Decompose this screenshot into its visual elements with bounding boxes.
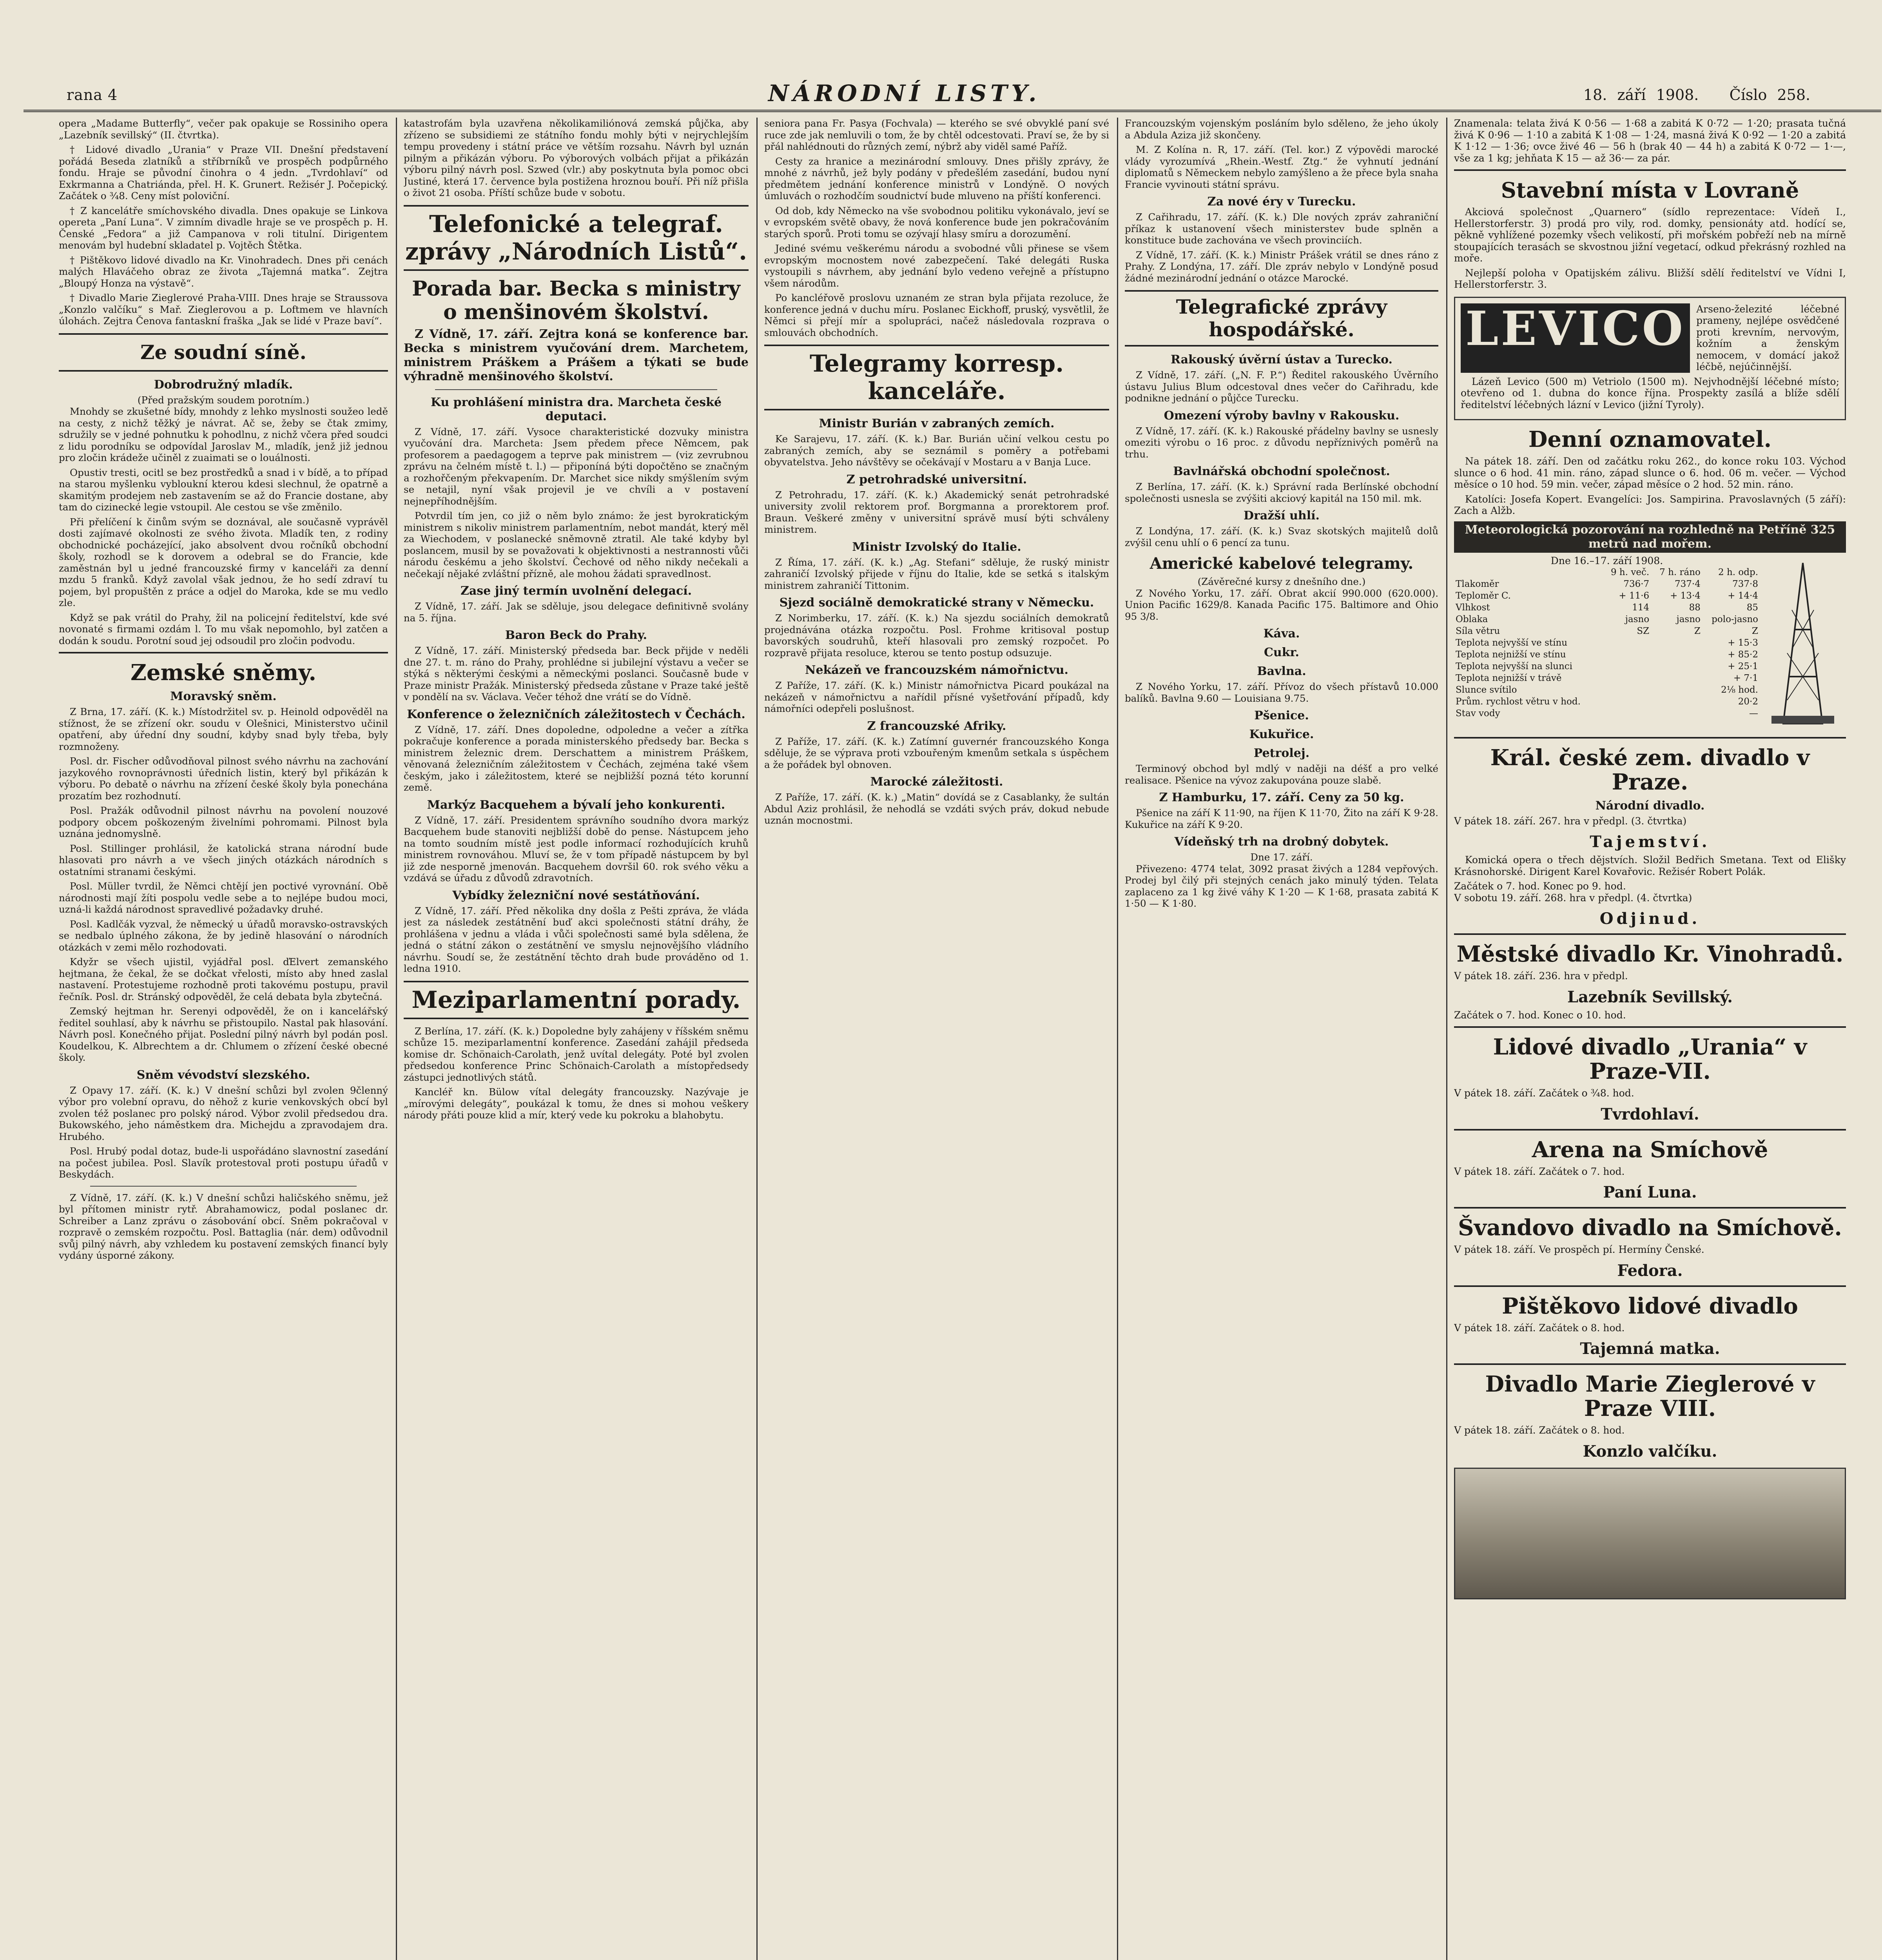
- divider: [59, 652, 388, 653]
- article-text: M. Z Kolína n. R, 17. září. (Tel. kor.) Z výpovědi marocké vlády vyrozumívá „Rhein.-Westf. Ztg.“ že vyhnutí jednání diplomatů s Německem nebylo zamýšleno a že přece byla snaha Francie vyvinouti státní správu.: [1125, 144, 1438, 190]
- article-text: Když se pak vrátil do Prahy, žil na policejní ředitelství, kde své novonaté s firmami ozdám l. To mu však nepomohlo, byl zatčen a dodán k soudu. Porotní soud jej odsoudil pro zločin podvodu.: [59, 612, 388, 646]
- levico-logo: LEVICO: [1461, 303, 1690, 373]
- section-heading: Meziparlamentní porady.: [404, 981, 749, 1019]
- article-text: Posl. Kadlčák vyzval, že německý u úřadů moravsko-ostravských se nedbalo úplného zákona, že by jedině hlasování o národních otázkách v zemi mělo rozhodovati.: [59, 918, 388, 953]
- article-text: Po kancléřově proslovu uznaném ze stran byla přijata rezoluce, že konference jedná v duchu míru. Poslanec Eickhoff, pruský, vysvětlil, že Němci si přejí mír a spolupráci, načež následovala rozprava o smlouvách obchodních.: [764, 292, 1109, 338]
- article-text: seniora pana Fr. Pasya (Fochvala) — kterého se své obvyklé paní své ruce zde jak nemluvili o tom, že by chtěl odcestovati. Praví se, že by si přál nahlédnouti do různých zemí, nýbrž aby viděl samé Paříž.: [764, 118, 1109, 152]
- article-text: Mnohdy se zkušetné bídy, mnohdy z lehko myslnosti soužeo ledě na cesty, z nichž těžký je návrat. Ač se, žeby se čtak zmimy, sdružily se v jedné pohnutku k pohodlnu, z nichž včera před soudci z lidu porodníku se odpovídal Jaroslav M., mladík, jenž již jednou pro zločin krádeže učiněl z zuaimati se o louálnosti.: [59, 406, 388, 463]
- article-text: Katolíci: Josefa Kopert. Evangelíci: Jos. Sampirina. Pravoslavných (5 září): Zach a Alžb.: [1454, 493, 1846, 516]
- column-2: [404, 118, 749, 1960]
- play-title: Paní Luna.: [1603, 1183, 1697, 1201]
- column-3: [764, 118, 1109, 1960]
- table-header: 7 h. ráno: [1659, 567, 1701, 577]
- program-line: V sobotu 19. září. 268. hra v předpl. (4. čtvrtka): [1454, 892, 1692, 904]
- section-heading: Telefonické a telegraf. zprávy „Národních Listů“.: [404, 205, 749, 271]
- header-date: 18. září 1908. Číslo 258.: [1583, 86, 1811, 103]
- article-text: Z Paříže, 17. září. (K. k.) Zatímní guvernér francouzského Konga sděluje, že se výprava proti vzbouřeným kmenům setkala s úspěchem a že pořádek byl obnoven.: [764, 735, 1109, 770]
- article-title: Kukuřice.: [1249, 728, 1314, 741]
- article-title: Pšenice.: [1254, 709, 1309, 722]
- column-rule: [756, 118, 758, 1960]
- article-text: Z Londýna, 17. září. (K. k.) Svaz skotských majitelů dolů zvýšil cenu uhlí o 6 pencí za tunu.: [1125, 525, 1438, 548]
- play-title: Tajemství.: [1590, 833, 1710, 851]
- article-text: Z Opavy 17. září. (K. k.) V dnešní schůzi byl zvolen 9členný výbor pro volební opravu, do něhož z kurie venkovských obcí byl zvolen též poslanec pro polský národ. Výbor zvolil předsedou dra. Bukowského, jeho náměstkem dra. Michejdu a zpravodajem dra. Hrubého.: [59, 1084, 388, 1142]
- article-title: Sjezd sociálně demokratické strany v Německu.: [779, 596, 1094, 610]
- divider: [1454, 737, 1846, 739]
- divider: [1454, 169, 1846, 171]
- article-text: Z Berlína, 17. září. (K. k.) Správní rada Berlínské obchodní společnosti usnesla se zvýšiti akciový kapitál na 150 mil. mk.: [1125, 481, 1438, 504]
- table-row: Teplota nejnižší v trávě + 7·1: [1456, 673, 1758, 683]
- table-row: Stav vody —: [1456, 708, 1758, 719]
- play-title: Konzlo valčíku.: [1583, 1442, 1717, 1461]
- article-title: Americké kabelové telegramy.: [1150, 554, 1414, 573]
- article-text: Potvrdil tím jen, co již o něm bylo známo: že jest byrokratickým ministrem s nikoliv ministrem parlamentním, nebot mandát, který měl za Wiechodem, v poslanecké sněmovně ztratil. Ale také kdyby byl poslancem, musil by se považovati k objektivnosti a nestrannosti vůči národu českému a jeho školství. Čechové od něho nikdy nečekali a nečekají nějaké zvláštní přízně, ale mohou žádati spravedlnost.: [404, 510, 749, 579]
- column-rule: [1117, 118, 1118, 1960]
- article-title: Marocké záležitosti.: [870, 775, 1003, 789]
- article-text: Pšenice na září K 11·90, na říjen K 11·70, Žito na září K 9·28. Kukuřice na září K 9·20.: [1125, 807, 1438, 830]
- program-line: V pátek 18. září. 236. hra v předpl.: [1454, 970, 1628, 982]
- table-row: Slunce svítilo 2⅛ hod.: [1456, 685, 1758, 695]
- program-line: Začátek o 7. hod. Konec po 9. hod.: [1454, 880, 1626, 892]
- article-subtitle: (Závěrečné kursy z dnešního dne.): [1197, 576, 1366, 587]
- article-text: Z Vídně, 17. září. Dnes dopoledne, odpoledne a večer a zítřka pokračuje konference a porada ministerského předsedy bar. Becka s ministrem železnic drem. Derschattem a ministrem Práškem, věnovaná železničním záležitostem v Čechách, zejména také všem českým, jako i záležitostem, které se nejbližší pozná této korunní země.: [404, 724, 749, 793]
- column-5: [1454, 118, 1846, 1960]
- ad-text: Lázeň Levico (500 m) Vetriolo (1500 m). Nejvhodnější léčebné místo; otevřeno od 1. dubna do konce října. Prospekty zasílá a blíže sdělí ředitelství léčebných lázní v Levico (jižní Tyroly).: [1461, 376, 1839, 410]
- section-heading: Denní oznamovatel.: [1528, 426, 1772, 452]
- play-title: Tajemná matka.: [1580, 1339, 1720, 1358]
- table-row: Teploměr C. + 11·6 + 13·4 + 14·4: [1456, 591, 1758, 601]
- theatre-heading: Divadlo Marie Zieglerové v Praze VIII.: [1485, 1371, 1815, 1421]
- article-text: Kancléř kn. Bülow vítal delegáty francouzsky. Nazývaje je „mírovými delegáty“, poukázal k tomu, že dnes si mohou veškery národy přáti pouze klid a mír, který vede ku pokroku a blahobytu.: [404, 1086, 749, 1121]
- section-heading: Zemské sněmy.: [131, 660, 316, 686]
- section-heading: Telegramy korresp. kanceláře.: [764, 345, 1109, 410]
- article-text: Od dob, kdy Německo na vše svobodnou politiku vykonávalo, jeví se v evropském světě obavy, že nová konference bude jen pokračováním starých sporů. Proti tomu se ozývají hlasy smíru a dorozumění.: [764, 205, 1109, 240]
- theatre-heading: Městské divadlo Kr. Vinohradů.: [1456, 941, 1844, 967]
- article-title: Vybídky železniční nové sestátňování.: [452, 888, 700, 902]
- program-line: V pátek 18. září. Ve prospěch pí. Hermíny Čenské.: [1454, 1244, 1704, 1255]
- ad-text: Arseno-železité léčebné prameny, nejlépe osvědčené proti krevním, nervovým, kožním a ženským nemocem, v domácí jakož léčbě, nejúčinnější.: [1696, 303, 1839, 372]
- section-heading: Ze soudní síně.: [59, 333, 388, 372]
- column-rule: [396, 118, 397, 1960]
- divider: [1454, 1207, 1846, 1209]
- section-heading: Meteorologická pozorování na rozhledně na Petříně 325 metrů nad mořem.: [1454, 521, 1846, 553]
- table-row: Prům. rychlost větru v hod. 20·2: [1456, 697, 1758, 707]
- divider: [1454, 1285, 1846, 1287]
- article-text: katastrofám byla uzavřena několikamiliónová zemská půjčka, aby zřízeno se subsidiemi ze státního fondu mohly býti v nejrychlejším tempu provedeny i státní práce ve větším rozsahu. Návrh byl uznán pilným a přikázán výboru. Po výborových volbách přijat a přikázán výboru pilný návrh posl. Szwed (vlr.) aby poskytnuta byla pomoc obci Justiné, která 17. července byla postižena hroznou bouří. Při níž přišla o život 21 osoba. Příští schůze bude v sobotu.: [404, 118, 749, 198]
- article-text: Francouzským vojenským posláním bylo sděleno, že jeho úkoly a Abdula Aziza již skončeny.: [1125, 118, 1438, 141]
- article-title: Cukr.: [1264, 646, 1299, 659]
- article-text: Z Petrohradu, 17. září. (K. k.) Akademický senát petrohradské university zvolil rektorem prof. Borgmanna a prorektorem prof. Braun. Veškeré změny v universitní správě musí býti schváleny ministrem.: [764, 489, 1109, 535]
- article-text: † Divadlo Marie Zieglerové Praha-VIII. Dnes hraje se Straussova „Konzlo valčíku“ s Mař. Zieglerovou a p. Loftmem ve hlavních úlohách. Zejtra Čenova fantaskní fraška „Jak se lidé v Praze baví“.: [59, 292, 388, 327]
- article-title: Z petrohradské universitní.: [846, 472, 1027, 486]
- article-text: † Pištěkovo lidové divadlo na Kr. Vinohradech. Dnes při cenách malých Hlaváčeho obraz ze života „Tajemná matka“. Zejtra „Bloupý Honza na výstavě“.: [59, 254, 388, 289]
- play-title: Tvrdohlaví.: [1601, 1105, 1699, 1123]
- program-line: V pátek 18. září. Začátek o ¾8. hod.: [1454, 1087, 1634, 1099]
- divider: [90, 1186, 357, 1187]
- table-row: Vlhkost 114 88 85: [1456, 603, 1758, 613]
- article-text: Z Vídně, 17. září. (K. k.) V dnešní schůzi haličského sněmu, jež byl přítomen ministr rytř. Abrahamowicz, podal poslanec dr. Schreiber a Lanz zprávu o zásobování obcí. Sněm pokračoval v rozpravě o zemském rozpočtu. Posl. Battaglia (nár. dem) odůvodnil svůj pilný návrh, aby vzhledem ku postavení zemských financí byly vydány úsporné zákony.: [59, 1192, 388, 1261]
- article-title: Z Hamburku, 17. září. Ceny za 50 kg.: [1159, 791, 1404, 804]
- article-title: Dobrodružný mladík.: [154, 377, 293, 392]
- petrin-tower-illustration: [1760, 559, 1846, 728]
- article-title: Bavlnářská obchodní společnost.: [1173, 465, 1390, 478]
- article-title: Sněm vévodství slezského.: [136, 1068, 310, 1082]
- article-title: Z francouzské Afriky.: [867, 719, 1006, 733]
- theatre-subheading: Národní divadlo.: [1595, 799, 1705, 813]
- article-text: † Lidové divadlo „Urania“ v Praze VII. Dnešní představení pořádá Beseda zlatníků a stříbrníků ve prospěch podpůrného fondu. Hraje se původní činohra o 4 jedn. „Tvrdohlaví“ od Exkrmanna a Chatriánda, přel. H. K. Grunert. Režisér J. Počepický. Začátek o ¾8. Ceny míst poloviční.: [59, 144, 388, 201]
- article-lead: Z Vídně, 17. září. Zejtra koná se konference bar. Becka s ministrem vyučování drem. Marchetem, ministrem Práškem a Prášem a týkati se bude výhradně menšinového školství.: [404, 327, 749, 383]
- theatre-heading: Švandovo divadlo na Smíchově.: [1458, 1215, 1842, 1241]
- column-4: [1125, 118, 1438, 1960]
- article-text: Z Norimberku, 17. září. (K. k.) Na sjezdu sociálních demokratů projednávána otázka rozpočtu. Posl. Frohme kritisoval postup bavorských soudruhů, kteří hlasovali pro zemský rozpočet. Po rozpravě přijata resoluce, kterou se tento postup odsuzuje.: [764, 612, 1109, 659]
- table-header: 2 h. odp.: [1718, 567, 1758, 577]
- article-text: Jediné svému veškerému národu a svobodné vůli přinese se všem evropským mocnostem nové zabezpečení. Také delegáti Ruska vystoupili s návrhem, aby jednání bylo vedeno veřejně a přístupno všem národům.: [764, 243, 1109, 289]
- divider: [1454, 1129, 1846, 1131]
- table-row: Teplota nejvyšší ve stínu + 15·3: [1456, 638, 1758, 648]
- levico-ad: [1454, 297, 1846, 421]
- article-title: Ministr Burián v zabraných zemích.: [819, 417, 1055, 430]
- article-title: Omezení výroby bavlny v Rakousku.: [1164, 408, 1400, 423]
- ad-text: Nejlepší poloha v Opatijském zálivu. Bližší sdělí ředitelství ve Vídni I, Hellerstorferstr. 3.: [1454, 267, 1846, 290]
- ad-text: Akciová společnost „Quarnero“ (sídlo reprezentace: Vídeň I., Hellerstorferstr. 3) prodá pro vily, rod. domky, pensionáty atd. hodící se, pěkně vyhlížené pozemky všech velikostí, při mořském pobřeží neb na mírně stoupajících terasách se skvostnou jižní vegetací, odkud překrásný rozhled na moře.: [1454, 206, 1846, 264]
- article-title: Ministr Izvolský do Italie.: [852, 540, 1021, 554]
- meteo-date: Dne 16.–17. září 1908.: [1550, 555, 1663, 566]
- article-text: Přivezeno: 4774 telat, 3092 prasat živých a 1284 vepřových. Prodej byl čilý při stejných cenách jako minulý týden. Telata zaplaceno za 1 kg živé váhy K 1·20 — K 1·68, prasata zabitá K 1·50 — K 1·80.: [1125, 863, 1438, 909]
- article-text: Z Vídně, 17. září. Jak se sděluje, jsou delegace definitivně svolány na 5. října.: [404, 601, 749, 624]
- article-text: Posl. Müller tvrdil, že Němci chtějí jen poctivé vyrovnání. Obě národnosti mají žíti pospolu vedle sebe a to nejlépe budou moci, uzná-li každá národnost spravedlivé požadavky druhé.: [59, 880, 388, 915]
- table-row: Oblaka jasno jasno polo-jasno: [1456, 614, 1758, 624]
- article-title: Markýz Bacquehem a bývalí jeho konkurenti.: [427, 798, 725, 812]
- play-title: Fedora.: [1617, 1261, 1683, 1280]
- page-number: rana 4: [67, 86, 118, 103]
- table-row: Tlakoměr 736·7 737·4 737·8: [1456, 579, 1758, 589]
- column-1: [59, 118, 388, 1960]
- article-text: Ke Sarajevu, 17. září. (K. k.) Bar. Burián učiní velkou cestu po zabraných zemích, aby se seznámil s poměry a potřebami obyvatelstva. Jeho návštěvy se očekávají v Mostaru a v Banja Luce.: [764, 433, 1109, 468]
- article-text: Z Vídně, 17. září. Presidentem správního soudního dvora markýz Bacquehem bude stanoviti nejbližší době do pense. Nástupcem jeho na tomto soudním místě jest podle informací rozhodujících kruhů ministrem rovnováhou. Mluví se, že v tom případě nástupcem by byl již zde nesporně jmenován. Bacquehem dovršil 60. rok svého věku a vzdává se úřadu z důvodů zdravotních.: [404, 814, 749, 884]
- article-text: Posl. dr. Fischer odůvodňoval pilnost svého návrhu na zachování jazykového rovnoprávnosti úředních listin, který byl přikázán k výboru. Po debatě o návrhu na zřízení české školy byla ponechána prozatím bez rozhodnutí.: [59, 755, 388, 802]
- article-title: Rakouský úvěrní ústav a Turecko.: [1170, 353, 1392, 367]
- article-title: Moravský sněm.: [170, 690, 277, 703]
- column-rule: [1446, 118, 1447, 1960]
- article-text: Z Vídně, 17. září. (K. k.) Rakouské přádelny bavlny se usnesly omeziti výrobu o 16 proc. z důvodu nepříznivých poměrů na trhu.: [1125, 425, 1438, 460]
- article-text: Z Paříže, 17. září. (K. k.) Ministr námořnictva Picard poukázal na nekázeň v námořnictvu a nařídil přísné vyšetřování případů, kdy námořníci odepřeli poslušnost.: [764, 680, 1109, 714]
- article-title: Porada bar. Becka s ministry o menšinovém školství.: [412, 276, 740, 324]
- divider: [435, 389, 717, 390]
- program-line: V pátek 18. září. Začátek o 7. hod.: [1454, 1165, 1625, 1177]
- article-title: Bavlna.: [1257, 664, 1306, 678]
- article-text: Z Cařihradu, 17. září. (K. k.) Dle nových zpráv zahraniční příkaz k ustanovení všech ministerstev bude splněn a konstituce bude zachována ve všech provinciích.: [1125, 211, 1438, 246]
- article-text: Z Berlína, 17. září. (K. k.) Dopoledne byly zahájeny v říšském sněmu schůze 15. meziparlamentní konference. Zasedání zahájil předseda komise dr. Schönaich-Carolath, jenž uvítal delegáty. Poté byl zvolen předsedou konference Princ Schönaich-Carolath a místopředsedy zástupci jednotlivých států.: [404, 1025, 749, 1083]
- table-row: Síla větru SZ Z Z: [1456, 626, 1758, 636]
- article-text: Posl. Hrubý podal dotaz, bude-li uspořádáno slavnostní zasedání na počest jubilea. Posl. Slavík protestoval proti postupu úřadů v Beskydách.: [59, 1145, 388, 1180]
- divider: [1454, 933, 1846, 935]
- program-line: Začátek o 7. hod. Konec o 10. hod.: [1454, 1009, 1626, 1021]
- article-text: Z Nového Yorku, 17. září. Obrat akcií 990.000 (620.000). Union Pacific 1629/8. Kanada Pacific 175. Baltimore and Ohio 95 3/8.: [1125, 587, 1438, 622]
- article-text: Z Paříže, 17. září. (K. k.) „Matin“ dovídá se z Casablanky, že sultán Abdul Aziz prohlásil, že nehodlá se vzdáti svých práv, dokud nebude uznán mocnostmi.: [764, 791, 1109, 826]
- article-text: Na pátek 18. září. Den od začátku roku 262., do konce roku 103. Východ slunce o 6 hod. 41 min. ráno, západ slunce o 6. hod. 06 m. večer. — Východ měsíce o 10 hod. 59 min. večer, západ měsíce o 2 hod. 52 min. ráno.: [1454, 456, 1846, 490]
- article-text: Z Vídně, 17. září. Před několika dny došla z Pešti zpráva, že vláda jest za následek zestátnění buď akci společnosti státní dráhy, že prohlášena v jednu a vláda i vůči společnosti samé byla sdělena, že jedná o státní zákon o zestátnění ve smyslu nejnovějšího vládního návrhu. Soudí se, že zestátnění těchto drah bude prováděno od 1. ledna 1910.: [404, 905, 749, 974]
- article-title: Ku prohlášení ministra dra. Marcheta české deputaci.: [430, 395, 722, 423]
- article-title: Petrolej.: [1253, 746, 1310, 760]
- divider: [1454, 1363, 1846, 1365]
- article-text: Posl. Pražák odůvodnil pilnost návrhu na povolení nouzové podpory obcem poškozeným živelními pohromami. Pilnost byla uznána jednomyslně.: [59, 805, 388, 839]
- article-text: Při přelíčení k činům svým se doznával, ale současně vyprávěl dosti zajímavé okolnosti ze svého života. Mladík ten, z rodiny obchodnické pocházející, jako absolvent dvou ročníků obchodní školy, rozhodl se k dorovem a odebral se do Francie, kde zaměstnán byl u jedné francouzské firmy v kanceláři za denní mzdu 5 franků. Když zavolal však jednou, že ho sedí zdraví tu pojem, byl propuštěn z práce a odjel do Maroka, kde se mu vedlo zle.: [59, 516, 388, 608]
- program-text: Komická opera o třech dějstvích. Složil Bedřich Smetana. Text od Elišky Krásnohorské. Dirigent Karel Kovařovic. Režisér Robert Polák.: [1454, 854, 1846, 877]
- program-line: V pátek 18. září. Začátek o 8. hod.: [1454, 1425, 1625, 1436]
- article-text: Kdyžr se všech ujistil, vyjádřal posl. ďElvert zemanského hejtmana, že čekal, že se dočkat vřelosti, místo aby hned zaslal nastavení. Protestujeme rozhodně proti takovému postupu, pravil řečník. Posl. dr. Stránský odpověděl, že celá debata byla zbytečná.: [59, 956, 388, 1002]
- article-title: Vídeňský trh na drobný dobytek.: [1174, 835, 1389, 849]
- article-title: Baron Beck do Prahy.: [505, 628, 647, 642]
- play-title: Lazebník Sevillský.: [1567, 987, 1733, 1006]
- article-text: Z Nového Yorku, 17. září. Přívoz do všech přístavů 10.000 balíků. Bavlna 9.60 — Louisiana 9.75.: [1125, 681, 1438, 704]
- theatre-heading: Pištěkovo lidové divadlo: [1502, 1293, 1798, 1319]
- table-header-row: [1454, 566, 1760, 578]
- page-header: [24, 82, 1881, 112]
- play-title: Odjinud.: [1599, 909, 1701, 928]
- article-text: † Z kancelátře smíchovského divadla. Dnes opakuje se Linkova opereta „Paní Luna“. V zimním divadle hraje se ve prospěch p. H. Čenské „Fedora“ a již Campanova v roli titulní. Dirigentem menovám byl hudební skladatel p. Vojtěch Štětka.: [59, 205, 388, 251]
- program-line: V pátek 18. září. Začátek o 8. hod.: [1454, 1322, 1625, 1334]
- article-text: Z Vídně, 17. září. (K. k.) Ministr Prášek vrátil se dnes ráno z Prahy. Z Londýna, 17. září. Dle zpráv nebylo v Londýně posud žádné mezinárodní jednání o otázce Marocké.: [1125, 249, 1438, 284]
- article-title: Konference o železničních záležitostech v Čechách.: [407, 707, 745, 721]
- meteo-table: [1454, 566, 1760, 719]
- article-text: Znamenala: telata živá K 0·56 — 1·68 a zabitá K 0·72 — 1·20; prasata tučná živá K 0·96 — 1·10 a zabitá K 1·08 — 1·24, masná živá K 0·92 — 1·20 a zabitá K 1·12 — 1·36; ovce živé 46 — 56 h (brak 40 — 44 h) a zabitá K 0·72 — 1·—, vše za 1 kg; jehňata K 15 — až 36·— za pár.: [1454, 118, 1846, 164]
- divider: [1454, 1026, 1846, 1028]
- article-title: Dražší uhlí.: [1244, 509, 1320, 523]
- article-text: Z Brna, 17. září. (K. k.) Místodržitel sv. p. Heinold odpověděl na stížnost, že se zřízení okr. soudu v Olešnici, Ministerstvo učinil opatření, aby úřední dny soudní, kdyby snad byly třeba, byly rozmnoženy.: [59, 706, 388, 752]
- ad-heading: Stavební místa v Lovraně: [1501, 178, 1799, 203]
- section-heading: Telegrafické zprávy hospodářské.: [1125, 290, 1438, 347]
- table-row: Teplota nejvyšší na slunci + 25·1: [1456, 661, 1758, 671]
- article-text: Terminový obchod byl mdlý v naději na déšť a pro velké realisace. Pšenice na vývoz zakupována pouze slabě.: [1125, 763, 1438, 786]
- article-subtitle: (Před pražským soudem porotním.): [137, 394, 310, 406]
- article-text: Zemský hejtman hr. Serenyi odpověděl, že on i kancelářský ředitel souhlasí, aby k návrhu se přistoupilo. Nastal pak hlasování. Návrh posl. Konečného přijat. Poslední pilný návrh byl podán posl. Koudelkou, K. Albrechtem a dr. Chlumem o zřízení české obecné školy.: [59, 1005, 388, 1063]
- article-text: Cesty za hranice a mezinárodní smlouvy. Dnes přišly zprávy, že mnohé z návrhů, jež byly podány v předešlém zasedání, budou nyní předmětem jednání konference ministrů v Londýně. O nových úmluvách o rozhodčím soudnictví bude mluveno na příští konferenci.: [764, 155, 1109, 201]
- theatre-heading: Lidové divadlo „Urania“ v Praze-VII.: [1493, 1034, 1807, 1084]
- article-title: Nekázeň ve francouzském námořnictvu.: [805, 663, 1068, 677]
- table-header: 9 h. več.: [1610, 567, 1650, 577]
- article-subtitle: Dne 17. září.: [1250, 851, 1313, 863]
- article-title: Za nové éry v Turecku.: [1207, 195, 1356, 209]
- article-text: Z Vídně, 17. září. („N. F. P.“) Ředitel rakouského Úvěrního ústavu Julius Blum odcestoval dnes večer do Cařihradu, kde podnikne jednání o půjčce Turecku.: [1125, 369, 1438, 404]
- article-title: Zase jiný termín uvolnění delegací.: [460, 584, 692, 598]
- article-text: opera „Madame Butterfly“, večer pak opakuje se Rossiniho opera „Lazebník sevillský“ (II. čtvrtka).: [59, 118, 388, 141]
- table-row: Teplota nejnižší ve stínu + 85·2: [1456, 650, 1758, 660]
- theatre-heading: Arena na Smíchově: [1532, 1136, 1768, 1163]
- article-text: Opustiv tresti, ocitl se bez prostředků a snad i v bídě, a to případ na starou myšlenku vybloukní kterou kdesi slechnul, že opatrně a skamitým prodejem neb zastavením se až do Francie dostane, aby tam do cizinecké legie vstoupil. Ale cestou se vše změnilo.: [59, 466, 388, 513]
- article-title: Káva.: [1263, 627, 1300, 641]
- program-line: V pátek 18. září. 267. hra v předpl. (3. čtvrtka): [1454, 815, 1687, 827]
- article-text: Z Vídně, 17. září. Vysoce charakteristické dozvuky ministra vyučování dra. Marcheta: Jsem předem přece Němcem, pak profesorem a paedagogem a teprve pak ministrem — (viz zevrubnou zprávu na čelném místě t. l.) — připoníná býti dopočtěno se značným a rozhořčeným překvapením. Dr. Marchet sice nikdy smýšlením svým se netajil, nyní však projevil je ve chvíli a v postavení nejnepříhodnějším.: [404, 426, 749, 507]
- article-text: Posl. Stillinger prohlásil, že katolická strana národní bude hlasovati pro návrh a ve všech jiných otázkách národních s ostatními stranami českými.: [59, 842, 388, 877]
- article-text: Z Vídně, 17. září. Ministerský předseda bar. Beck přijde v neděli dne 27. t. m. ráno do Prahy, prohlédne si jubilejní výstavu a večer se stýká s některými českými a německými poslanci. Současně bude v Praze ministr Pražák. Ministerský předseda zůstane v Praze také ještě v pondělí na sv. Václava. Večer téhož dne vrátí se do Vídně.: [404, 645, 749, 702]
- masthead: NÁRODNÍ LISTY.: [768, 80, 1041, 107]
- theatre-heading: Král. české zem. divadlo v Praze.: [1490, 744, 1810, 795]
- article-text: Z Říma, 17. září. (K. k.) „Ag. Stefani“ sděluje, že ruský ministr zahraničí Izvolský přijede v říjnu do Italie, kde se setká s italským ministrem zahraničí Tittonim.: [764, 556, 1109, 591]
- photo-engraving: [1454, 1468, 1846, 1599]
